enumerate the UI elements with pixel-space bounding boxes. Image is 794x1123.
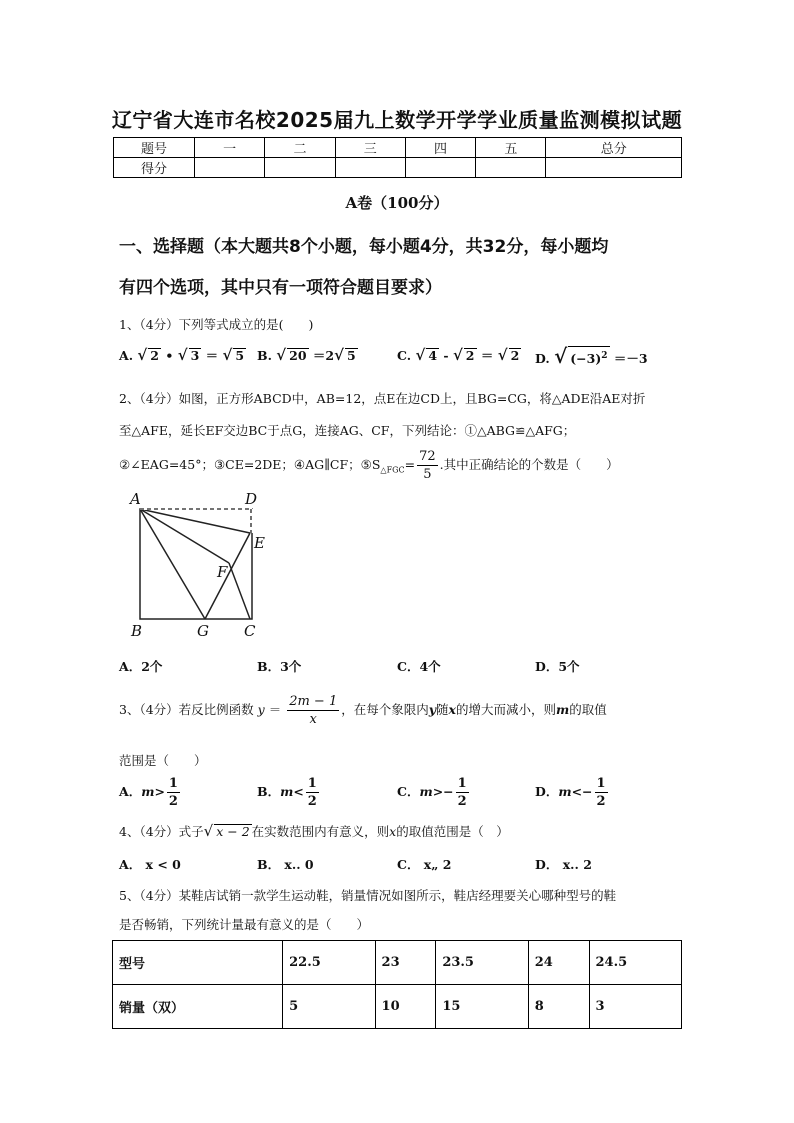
q1-stem: 1、（4分）下列等式成立的是( ) [119,317,314,332]
q3-a-den: 2 [168,794,178,809]
section-heading-line2: 有四个选项，其中只有一项符合题目要求） [119,278,442,298]
q3-c-den: 2 [457,794,467,809]
q1-a-radicand3: 5 [235,348,245,363]
q3-frac-num: 2m − 1 [289,694,338,709]
segment-af [140,509,229,563]
q3-c-num: 1 [457,776,467,791]
q4-stem-b: 在实数范围内有意义，则 [251,824,390,839]
score-table-header-row [114,138,682,158]
q3-frac-den: x [309,712,317,727]
q2-fraction [417,448,438,483]
q1-a-dot: • [165,348,174,363]
q1-d-label: D. [535,351,550,366]
q1-c-op: - [443,348,449,363]
q3-eq: ＝ [268,702,282,717]
q3-c-fraction [456,775,469,810]
score-cell [405,158,475,178]
q3-d-num: 1 [596,776,606,791]
q2-line3-b: .其中正确结论的个数是（ ） [439,457,619,472]
q3-c-var: m [419,784,433,799]
point-label-b: B [131,622,143,640]
table-cell: 24.5 [589,941,681,985]
score-cell: 五 [476,138,546,158]
q4-option-b: B． x.. 0 [257,857,314,872]
score-cell: 总分 [546,138,682,158]
q1-c-radicand1: 4 [428,348,438,363]
q3-stem-d: 的增大而减小，则 [455,702,556,717]
q1-c-radicand3: 2 [510,348,520,363]
q1-c-label: C. [397,348,412,363]
q2-frac-den: 5 [423,467,432,482]
q3-option-b [257,775,321,810]
point-label-d: D [245,490,258,508]
q3-a-var: m [141,784,155,799]
score-cell [335,158,405,178]
q1-option-c: C. √ 4 - √ 2 ＝ √ 2 [397,346,520,364]
score-cell: 三 [335,138,405,158]
q3-b-den: 2 [307,794,317,809]
q1-b-radicand1: 20 [289,348,307,363]
q3-a-num: 1 [168,776,178,791]
q3-d-fraction [595,775,608,810]
shoe-sales-row [113,985,682,1029]
point-label-e: E [254,534,265,552]
score-cell: 题号 [114,138,195,158]
q3-b-op: < [293,784,304,799]
q3-x: x [448,702,456,717]
q3-a-fraction [167,775,180,810]
q3-fraction [287,693,339,728]
q1-a-eq: ＝ [205,348,219,363]
q3-a-op: > [154,784,165,799]
score-cell: 一 [195,138,265,158]
q1-a-radicand2: 3 [190,348,200,363]
table-cell: 5 [283,985,375,1029]
q3-b-fraction [306,775,319,810]
segment-fc [229,563,250,619]
table-cell: 销量（双） [113,985,283,1029]
q4-stem-a: 4、（4分）式子 [119,824,204,839]
table-cell: 3 [589,985,681,1029]
point-label-c: C [244,622,256,640]
q4-stem: 4、（4分）式子√ x − 2 在实数范围内有意义，则x的取值范围是（ ） [119,822,509,840]
q3-d-den: 2 [596,794,606,809]
q3-b-num: 1 [307,776,317,791]
score-table-score-row [114,158,682,178]
q2-area-subscript: △FGC [380,465,405,475]
q1-b-eq: ＝2 [312,348,335,363]
q3-stem-c: 随 [436,702,449,717]
q3-option-a [119,775,182,810]
volume-subtitle: A卷（100分） [345,194,449,212]
table-cell: 24 [528,941,589,985]
q3-d-label: D． [535,784,559,799]
q4-option-c: C． x„ 2 [397,857,452,872]
q3-m: m [555,702,570,717]
q2-eq: = [404,457,416,472]
q3-stem-a: 3、（4分）若反比例函数 [119,702,254,717]
q1-a-label: A. [119,348,134,363]
q4-radicand: x − 2 [216,824,250,839]
square-geometry-figure [125,488,275,643]
q3-stem [119,693,607,728]
point-label-a: A [130,490,141,508]
q3-y: y [257,702,265,717]
q2-option-c: C．4个 [397,659,441,674]
section-heading-line1: 一、选择题（本大题共8个小题，每小题4分，共32分，每小题均 [119,237,609,257]
q1-d-eq: ＝－3 [613,351,648,366]
score-cell [265,158,335,178]
table-cell: 22.5 [283,941,375,985]
q3-stem-e: 的取值 [569,702,607,717]
q2-option-a: A．2个 [119,659,163,674]
q1-b-radicand2: 5 [346,348,356,363]
q1-d-exponent: 2 [601,350,608,361]
q4-option-a: A． x < 0 [119,857,181,872]
q1-b-label: B. [257,348,272,363]
score-cell [195,158,265,178]
q2-line2: 至△AFE，延长EF交边BC于点G，连接AG、CF，下列结论：①△ABG≌△AFG； [119,423,576,438]
q5-line2: 是否畅销，下列统计量最有意义的是（ ） [119,917,370,932]
segment-ag [140,509,205,619]
q3-d-var: m [558,784,572,799]
table-cell: 10 [375,985,436,1029]
q3-c-label: C． [397,784,420,799]
q1-option-d: D. √ $(-3)^2 =-3$ [535,344,648,368]
table-cell: 15 [436,985,528,1029]
q1-d-inner: (−3) [570,351,602,366]
q1-c-radicand2: 2 [465,348,475,363]
q3-stem-b: ，在每个象限内 [341,702,429,717]
shoe-sales-table [112,940,682,1029]
q2-frac-num: 72 [419,449,436,464]
shoe-size-row [113,941,682,985]
q2-option-b: B．3个 [257,659,302,674]
q4-option-d: D． x.. 2 [535,857,592,872]
q3-b-var: m [280,784,294,799]
score-cell: 二 [265,138,335,158]
page-title: 辽宁省大连市名校2025届九上数学开学学业质量监测模拟试题 [111,108,683,132]
q3-option-d [535,775,610,810]
q1-option-a: A. √ 2 • √ 3 ＝ √ 5 [119,346,245,364]
q3-c-op: >− [432,784,454,799]
point-label-f: F [217,563,228,581]
q2-line1: 2、（4分）如图，正方形ABCD中，AB=12，点E在边CD上，且BG=CG，将△ADE沿AE对折 [119,391,646,406]
table-cell: 8 [528,985,589,1029]
table-cell: 型号 [113,941,283,985]
q1-a-radicand1: 2 [150,348,159,363]
q1-option-b: B. √ 20 ＝2√ 5 [257,346,356,364]
score-table [113,137,682,178]
q3-option-c [397,775,471,810]
score-cell: 四 [405,138,475,158]
q2-option-d: D．5个 [535,659,580,674]
q3-y2: y [428,702,436,717]
table-cell: 23.5 [436,941,528,985]
table-cell: 23 [375,941,436,985]
point-label-g: G [197,622,209,640]
q5-line1: 5、（4分）某鞋店试销一款学生运动鞋，销量情况如图所示，鞋店经理要关心哪种型号的鞋 [119,888,617,903]
q3-line2: 范围是（ ） [119,753,207,768]
q2-line3-a: ②∠EAG=45°；③CE=2DE；④AG∥CF；⑤S [119,457,381,472]
segment-ae [140,509,250,533]
q1-c-eq: ＝ [480,348,494,363]
q4-x: x [389,824,397,839]
q3-a-label: A． [119,784,142,799]
score-cell [546,158,682,178]
q3-b-label: B． [257,784,281,799]
score-cell [476,158,546,178]
q3-d-op: <− [571,784,593,799]
q2-line3 [119,448,619,483]
score-cell: 得分 [114,158,195,178]
q4-stem-c: 的取值范围是（ ） [396,824,509,839]
segment-eg [205,533,250,619]
